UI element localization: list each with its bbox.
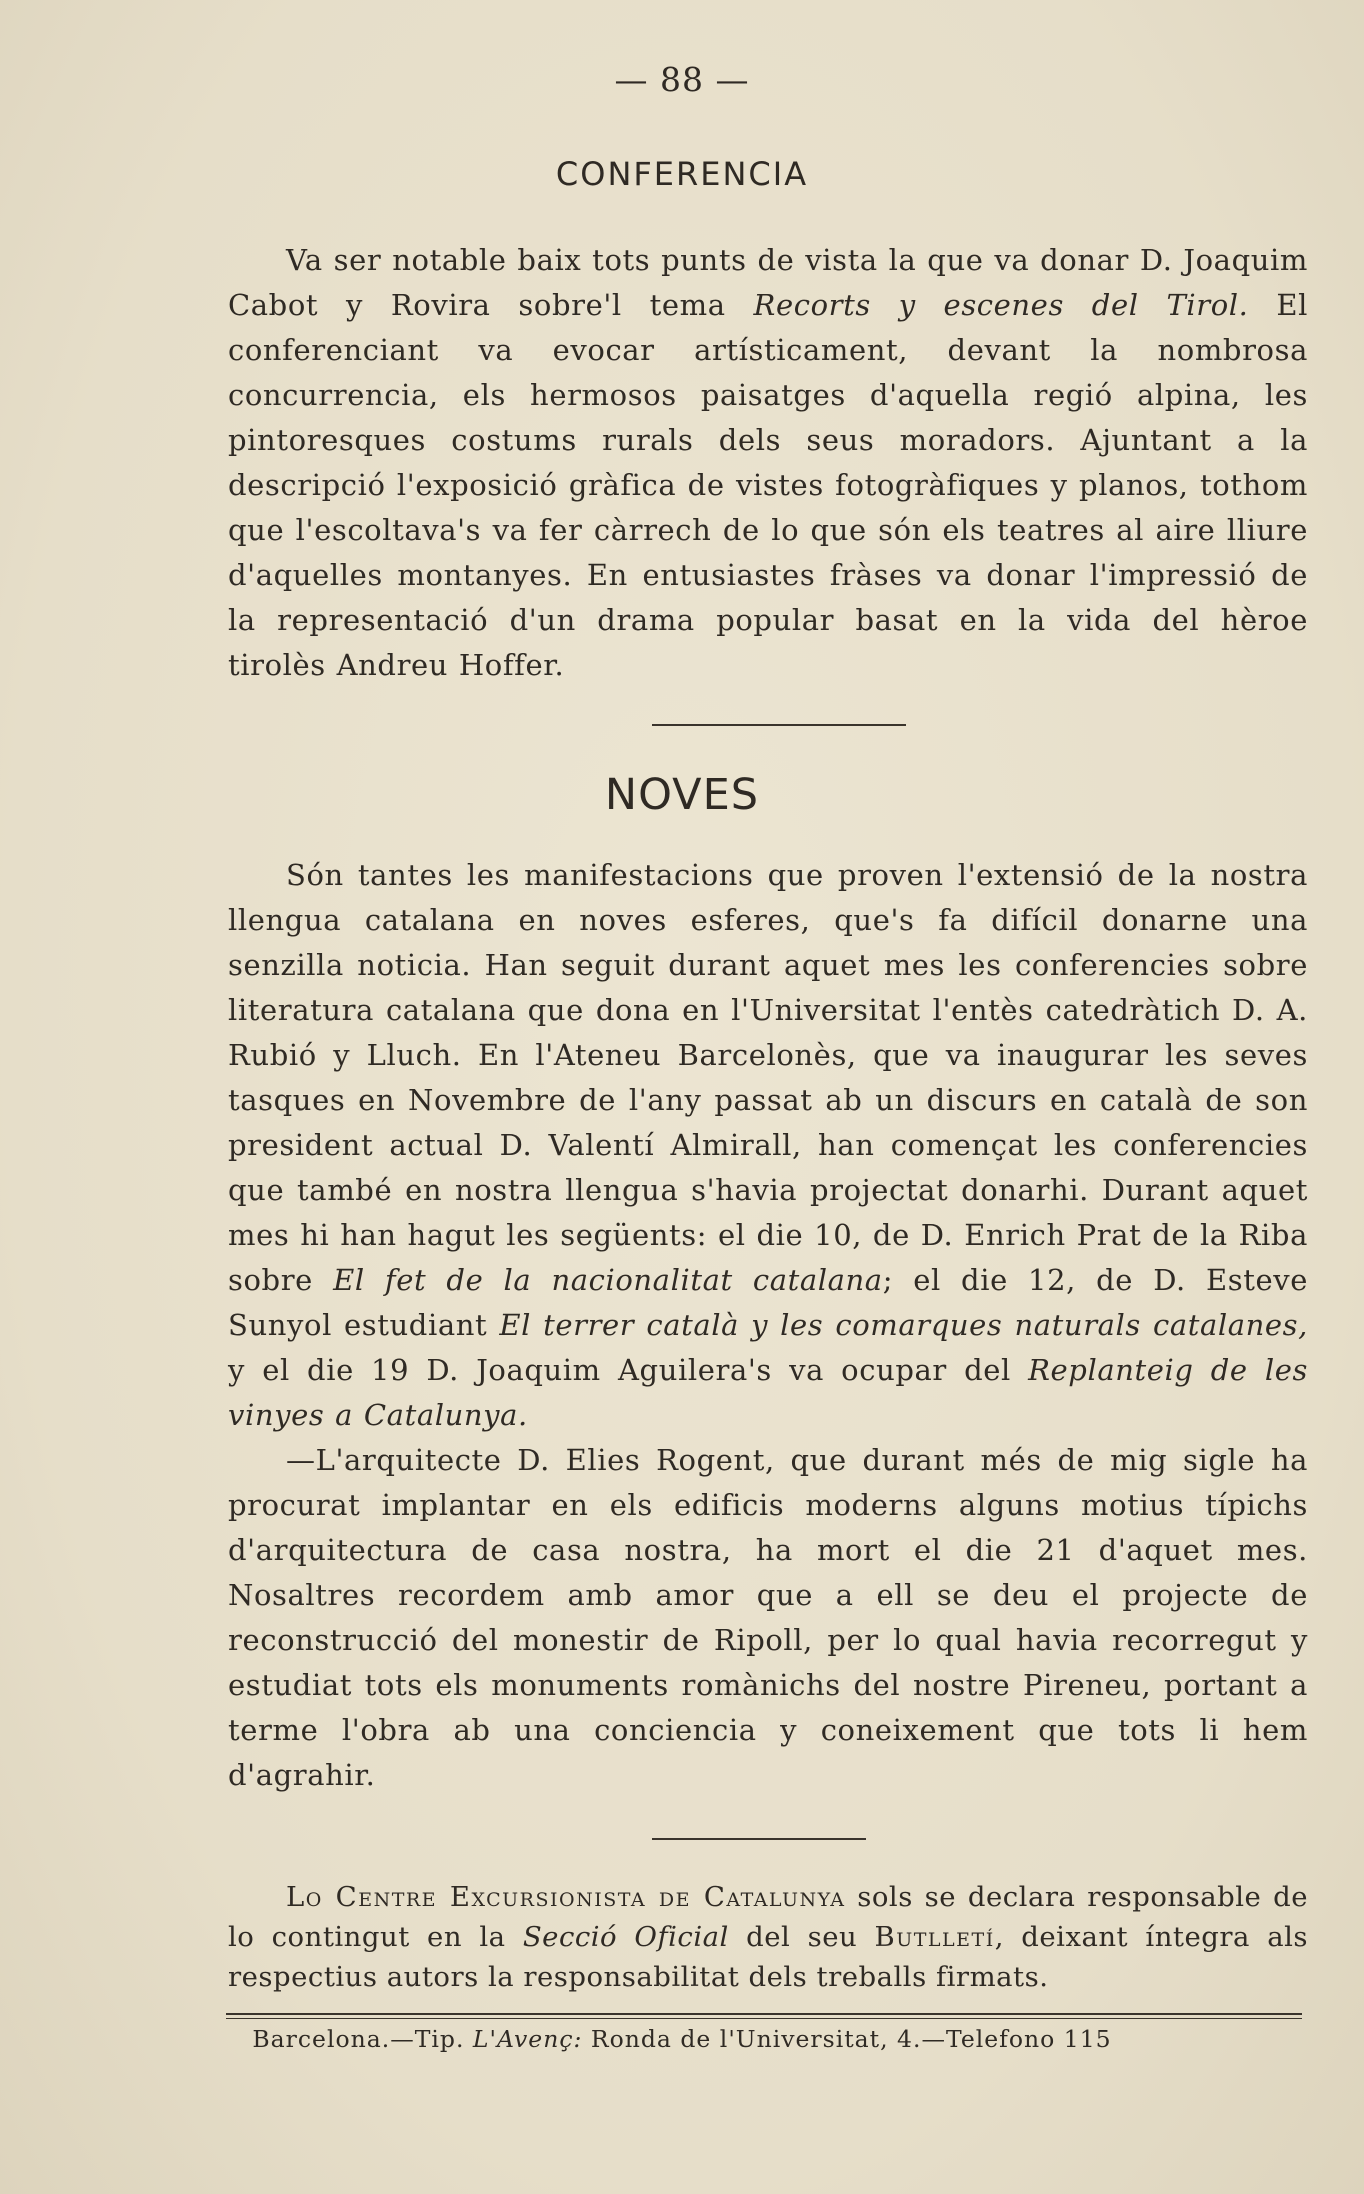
text-run: del seu: [728, 1921, 875, 1953]
footer-rule: [226, 2013, 1302, 2015]
page-number: — 88 —: [614, 60, 750, 99]
section-divider: [652, 724, 906, 726]
notice-block: [228, 1877, 1308, 1997]
italic-term: Secció Oficial: [522, 1921, 729, 1953]
text-run: ; el die 12, de D. Esteve Sunyol estudiant: [228, 1263, 1309, 1342]
section-title-conferencia: CONFERENCIA: [555, 155, 809, 193]
noves-body: [228, 853, 1308, 1798]
italic-title: El fet de la nacionalitat catalana: [333, 1263, 883, 1297]
noves-paragraph-1: [228, 853, 1308, 1438]
text-run: sols se declara responsable de lo contingut en la: [228, 1881, 1308, 1953]
noves-paragraph-2: —L'arquitecte D. Elies Rogent, que durant més de mig sigle ha procurat implantar en els edificis moderns alguns motius típichs d'arquitectura de casa nostra, ha mort el die 21 d'aquet mes. Nosaltres recordem amb amor que a ell se deu el projecte de reconstrucció del monestir de Ripoll, per lo qual havia recorregut y estudiat tots els monuments romànichs del nostre Pireneu, portant a terme l'obra ab una conciencia y coneixement que tots li hem d'agrahir.: [228, 1443, 1308, 1792]
bulletin-name: Butlletí: [874, 1921, 995, 1953]
footer-rule-thin: [226, 2018, 1302, 2019]
italic-title: Replanteig de les vinyes a Catalunya.: [228, 1353, 1309, 1432]
notice-divider: [652, 1838, 866, 1840]
section-title-noves: NOVES: [604, 770, 760, 820]
notice-paragraph: [228, 1877, 1308, 1997]
printer-name: L'Avenç:: [472, 2025, 583, 2053]
text-run: y el die 19 D. Joaquim Aguilera's va ocupar del: [228, 1353, 1029, 1387]
org-name: Lo Centre Excursionista de Catalunya: [286, 1881, 846, 1913]
text-run: Ronda de l'Universitat, 4.—Telefono 115: [582, 2025, 1112, 2053]
conferencia-paragraph: [228, 238, 1308, 688]
italic-title: Recorts y escenes del Tirol.: [753, 288, 1249, 322]
conferencia-body: [228, 238, 1308, 688]
italic-title: El terrer català y les comarques naturals catalanes,: [499, 1308, 1308, 1342]
text-run: , deixant íntegra als respectius autors la responsabilitat dels treballs firmats.: [228, 1921, 1308, 1993]
text-run: El conferenciant va evocar artísticament, devant la nombrosa concurrencia, els hermosos paisatges d'aquella regió alpina, les pintoresques costums rurals dels seus moradors. Ajuntant a la descripció l'exposició gràfica de vistes fotogràfiques y planos, tothom que l'escoltava's va fer càrrech de lo que són els teatres al aire lliure d'aquelles montanyes. En entusiastes fràses va donar l'impressió de la representació d'un drama popular basat en la vida del hèroe tirolès Andreu Hoffer.: [228, 288, 1308, 682]
imprint-footer: [0, 2025, 1364, 2053]
text-run: Va ser notable baix tots punts de vista la que va donar D. Joaquim Cabot y Rovira sobre'l tema: [228, 243, 1308, 322]
text-run: Barcelona.—Tip.: [252, 2025, 473, 2053]
text-run: Són tantes les manifestacions que proven l'extensió de la nostra llengua catalana en noves esferes, que's fa difícil donarne una senzilla noticia. Han seguit durant aquet mes les conferencies sobre literatura catalana que dona en l'Universitat l'entès catedràtich D. A. Rubió y Lluch. En l'Ateneu Barcelonès, que va inaugurar les seves tasques en Novembre de l'any passat ab un discurs en català de son president actual D. Valentí Almirall, han començat les conferencies que també en nostra llengua s'havia projectat donarhi. Durant aquet mes hi han hagut les següents: el die 10, de D. Enrich Prat de la Riba sobre: [228, 858, 1308, 1297]
